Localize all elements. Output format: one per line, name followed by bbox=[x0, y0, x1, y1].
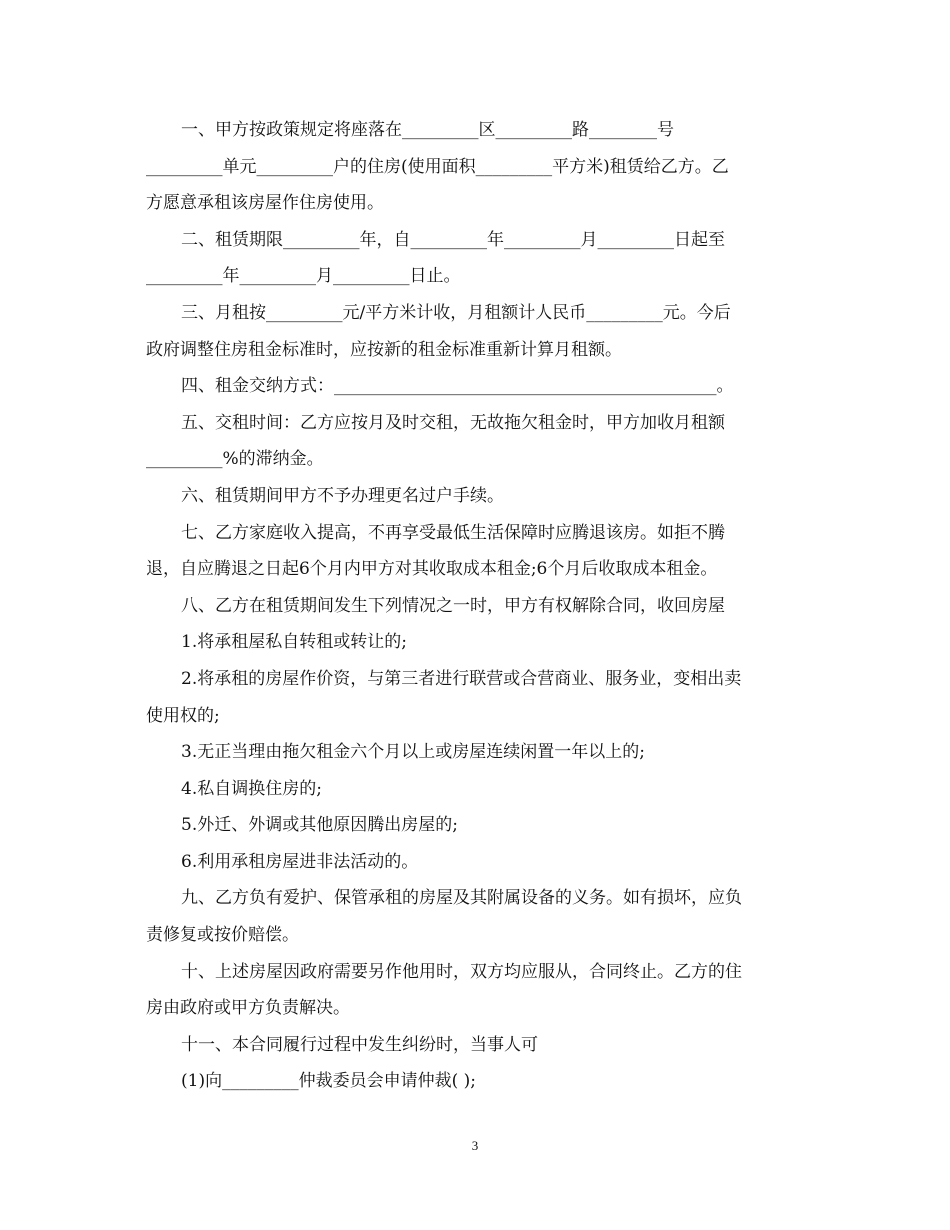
clause-8-item-2-line-1: 2.将承租的房屋作价资，与第三者进行联营或合营商业、服务业，变相出卖 bbox=[181, 668, 742, 689]
clause-3-line-1: 三、月租按_________元/平方米计收，月租额计人民币_________元。今后 bbox=[181, 302, 731, 323]
clause-10-line-1: 十、上述房屋因政府需要另作他用时，双方均应服从，合同终止。乙方的住 bbox=[181, 961, 742, 982]
clause-8-item-3: 3.无正当理由拖欠租金六个月以上或房屋连续闲置一年以上的; bbox=[181, 742, 645, 763]
clause-5-line-1: 五、交租时间：乙方应按月及时交租，无故拖欠租金时，甲方加收月租额 bbox=[181, 412, 725, 433]
clause-7-line-1: 七、乙方家庭收入提高，不再享受最低生活保障时应腾退该房。如拒不腾 bbox=[181, 522, 725, 543]
clause-1-line-1: 一、甲方按政策规定将座落在_________区_________路________号 bbox=[181, 120, 674, 140]
clause-7-line-2: 退，自应腾退之日起6个月内甲方对其收取成本租金;6个月后收取成本租金。 bbox=[146, 559, 718, 580]
clause-2-line-1: 二、租赁期限_________年，自_________年_________月_________日起至 bbox=[181, 229, 725, 250]
clause-8-item-1: 1.将承租屋私自转租或转让的; bbox=[181, 632, 407, 653]
clause-2-line-2: _________年_________月_________日止。 bbox=[146, 266, 461, 287]
page-number: 3 bbox=[471, 1138, 479, 1153]
clause-8: 八、乙方在租赁期间发生下列情况之一时，甲方有权解除合同，收回房屋 bbox=[181, 595, 725, 616]
clause-10-line-2: 房由政府或甲方负责解决。 bbox=[146, 998, 350, 1019]
clause-9-line-2: 责修复或按价赔偿。 bbox=[146, 925, 299, 946]
clause-4: 四、租金交纳方式：_____________________________________________。 bbox=[181, 376, 734, 397]
clause-9-line-1: 九、乙方负有爱护、保管承租的房屋及其附属设备的义务。如有损坏，应负 bbox=[181, 888, 742, 909]
clause-8-item-4: 4.私自调换住房的; bbox=[181, 778, 322, 799]
clause-5-line-2: _________%的滞纳金。 bbox=[146, 449, 324, 470]
contract-body bbox=[146, 112, 786, 1100]
clause-3-line-2: 政府调整住房租金标准时，应按新的租金标准重新计算月租额。 bbox=[146, 339, 622, 360]
clause-11-item-1: (1)向_________仲裁委员会申请仲裁( ); bbox=[181, 1071, 476, 1092]
clause-1-line-2: _________单元_________户的住房(使用面积_________平方米)租赁给乙方。乙 bbox=[146, 156, 729, 177]
clause-8-item-2-line-2: 使用权的; bbox=[146, 705, 220, 726]
clause-8-item-6: 6.利用承租房屋进非法活动的。 bbox=[181, 851, 419, 872]
clause-6: 六、租赁期间甲方不予办理更名过户手续。 bbox=[181, 485, 504, 506]
clause-1-line-3: 方愿意承租该房屋作住房使用。 bbox=[146, 193, 384, 214]
clause-11: 十一、本合同履行过程中发生纠纷时，当事人可 bbox=[181, 1034, 538, 1055]
clause-8-item-5: 5.外迁、外调或其他原因腾出房屋的; bbox=[181, 815, 458, 836]
